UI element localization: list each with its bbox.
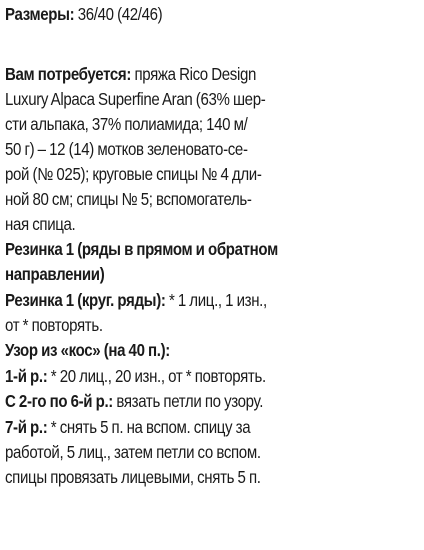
cable-row-7-line-3: спицы провязать лицевыми, снять 5 п. <box>5 467 261 487</box>
cable-row-7-line-2: работой, 5 лиц., затем петли со вспом. <box>5 442 261 462</box>
materials-text-1: пряжа Rico Design <box>131 64 256 84</box>
rib-rows-heading-1: Резинка 1 (ряды в прямом и обратном <box>5 239 278 259</box>
sizes-line <box>5 1 162 27</box>
cable-row-7-line-1 <box>5 414 250 440</box>
rib-round-label: Резинка 1 (круг. ряды): <box>5 290 166 310</box>
materials-line-2: Luxury Alpaca Superfine Aran (63% шер- <box>5 89 266 109</box>
rib-round-line-1 <box>5 287 267 313</box>
sizes-value: 36/40 (42/46) <box>74 4 163 24</box>
rib-rows-heading-2: направлении) <box>5 264 105 284</box>
cable-row-1-label: 1-й р.: <box>5 366 48 386</box>
cable-row-7-text-1: * снять 5 п. на вспом. спицу за <box>47 417 251 437</box>
rib-round-line-2: от * повторять. <box>5 315 103 335</box>
materials-line-3: сти альпака, 37% полиамида; 140 м/ <box>5 114 248 134</box>
sizes-label: Размеры: <box>5 4 75 24</box>
materials-line-1 <box>5 61 256 87</box>
cable-row-7-label: 7-й р.: <box>5 417 48 437</box>
materials-line-6: ной 80 см; спицы № 5; вспомогатель- <box>5 189 252 209</box>
cable-row-1-text: * 20 лиц., 20 изн., от * повторять. <box>47 366 266 386</box>
cable-row-2-6 <box>5 388 263 414</box>
rib-round-text-1: * 1 лиц., 1 изн., <box>165 290 267 310</box>
materials-line-4: 50 г) – 12 (14) мотков зеленовато-се- <box>5 139 248 159</box>
cable-pattern-heading: Узор из «кос» (на 40 п.): <box>5 340 170 360</box>
cable-row-2-6-text: вязать петли по узору. <box>112 391 264 411</box>
materials-line-7: ная спица. <box>5 214 76 234</box>
cable-row-2-6-label: С 2-го по 6-й р.: <box>5 391 113 411</box>
materials-label: Вам потребуется: <box>5 64 132 84</box>
cable-row-1 <box>5 363 266 389</box>
materials-line-5: рой (№ 025); круговые спицы № 4 дли- <box>5 164 262 184</box>
